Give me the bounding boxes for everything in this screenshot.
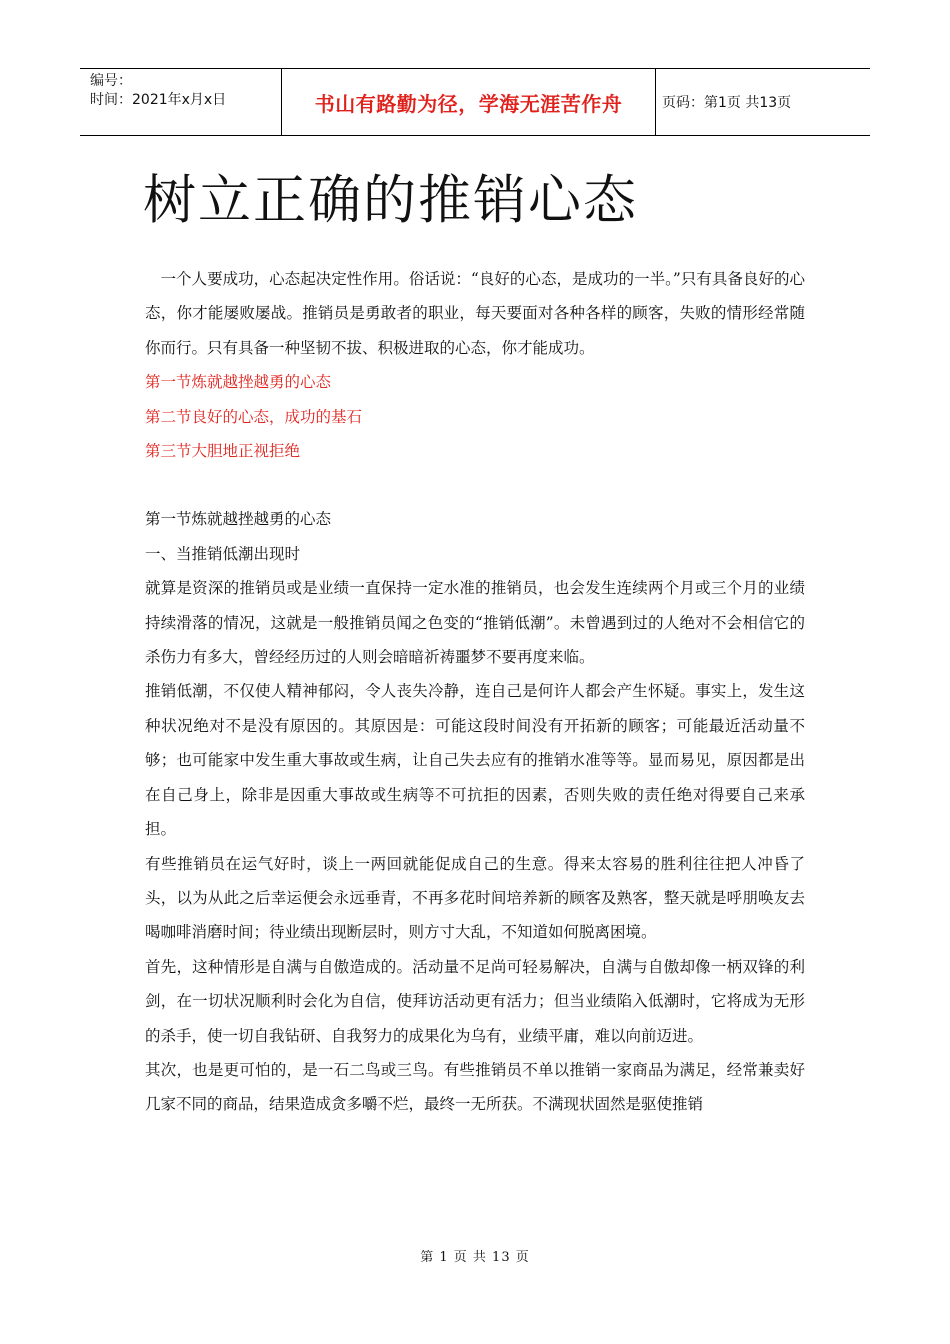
document-number-label: 编号： <box>90 73 132 89</box>
intro-paragraph: 一个人要成功，心态起决定性作用。俗话说：“良好的心态，是成功的一半。”只有具备良好的心态，你才能屡败屡战。推销员是勇敢者的职业，每天要面对各种各样的顾客，失败的情形经常随你而行。只有具备一种坚韧不拔、积极进取的心态，你才能成功。 <box>145 270 805 357</box>
toc-item-2[interactable]: 第二节良好的心态，成功的基石 <box>145 407 363 426</box>
body-paragraph: 就算是资深的推销员或是业绩一直保持一定水准的推销员，也会发生连续两个月或三个月的业绩持续滑落的情况，这就是一般推销员闻之色变的“推销低潮”。未曾遇到过的人绝对不会相信它的杀伤力有多大，曾经经历过的人则会暗暗祈祷噩梦不要再度来临。 <box>145 579 805 667</box>
header-meta <box>80 69 282 135</box>
body-paragraph: 有些推销员在运气好时，谈上一两回就能促成自己的生意。得来太容易的胜利往往把人冲昏了头，以为从此之后幸运便会永远垂青，不再多花时间培养新的顾客及熟客，整天就是呼朋唤友去喝咖啡消磨时间；待业绩出现断层时，则方寸大乱，不知道如何脱离困境。 <box>145 854 805 942</box>
document-body <box>145 262 805 1122</box>
subsection-heading: 一、当推销低潮出现时 <box>145 544 301 563</box>
body-paragraph: 推销低潮，不仅使人精神郁闷，令人丧失冷静，连自己是何许人都会产生怀疑。事实上，发生这种状况绝对不是没有原因的。其原因是：可能这段时间没有开拓新的顾客；可能最近活动量不够；也可能家中发生重大事故或生病，让自己失去应有的推销水准等等。显而易见，原因都是出在自己身上，除非是因重大事故或生病等不可抗拒的因素，否则失败的责任绝对得要自己来承担。 <box>145 682 805 839</box>
spacer <box>145 468 805 502</box>
body-paragraph: 首先，这种情形是自满与自傲造成的。活动量不足尚可轻易解决，自满与自傲却像一柄双锋的利剑，在一切状况顺利时会化为自信，使拜访活动更有活力；但当业绩陷入低潮时，它将成为无形的杀手，使一切自我钻研、自我努力的成果化为乌有，业绩平庸，难以向前迈进。 <box>145 957 805 1045</box>
toc-item-3[interactable]: 第三节大胆地正视拒绝 <box>145 442 301 461</box>
page-footer: 第 1 页 共 13 页 <box>420 1250 530 1265</box>
body-paragraph: 其次，也是更可怕的，是一石二鸟或三鸟。有些推销员不单以推销一家商品为满足，经常兼卖好几家不同的商品，结果造成贪多嚼不烂，最终一无所获。不满现状固然是驱使推销 <box>145 1060 805 1114</box>
document-date: 时间：2021年x月x日 <box>90 92 227 108</box>
toc-item-1[interactable]: 第一节炼就越挫越勇的心态 <box>145 373 332 392</box>
page-header <box>80 68 870 136</box>
section-heading: 第一节炼就越挫越勇的心态 <box>145 510 332 529</box>
document-title: 树立正确的推销心态 <box>143 170 638 231</box>
header-page-info: 页码：第1页 共13页 <box>662 95 792 111</box>
header-motto: 书山有路勤为径，学海无涯苦作舟 <box>282 69 656 135</box>
